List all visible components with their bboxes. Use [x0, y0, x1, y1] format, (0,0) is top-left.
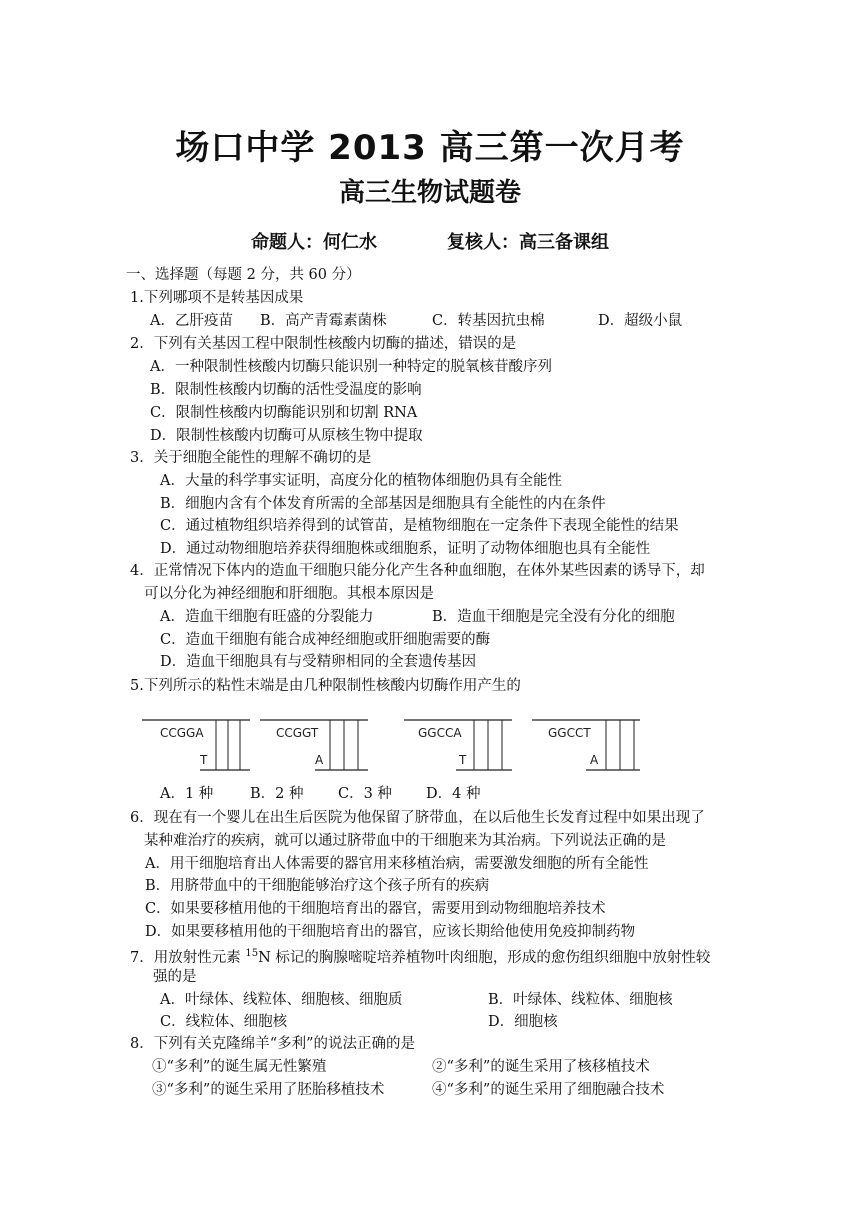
section-heading: 一、选择题（每题 2 分，共 60 分）	[126, 267, 361, 283]
q7-option-a: A．叶绿体、线粒体、细胞核、细胞质	[160, 992, 403, 1008]
exam-title: 场口中学 2013 高三第一次月考	[175, 128, 685, 168]
q3-stem: 3．关于细胞全能性的理解不确切的是	[130, 450, 372, 466]
author-right: 复核人：高三备课组	[447, 232, 609, 253]
q6-option-c: C．如果要移植用他的干细胞培育出的器官，需要用到动物细胞培养技术	[145, 901, 606, 917]
q1-option-a: A．乙肝疫苗	[150, 313, 233, 329]
q6-stem-line2: 某种难治疗的疾病，就可以通过脐带血中的干细胞来为其治病。下列说法正确的是	[144, 833, 666, 849]
q5-option-d: D．4 种	[426, 786, 481, 802]
q8-item-4: ④“多利”的诞生采用了细胞融合技术	[432, 1082, 665, 1098]
fragment-3-bottom-seq: T	[459, 753, 467, 767]
q1-option-b: B．高产青霉素菌株	[260, 313, 387, 329]
sticky-end-fragment-3	[404, 718, 514, 774]
q5-option-a: A．1 种	[160, 786, 214, 802]
authors-line	[0, 228, 860, 254]
q4-stem-line1: 4．正常情况下体内的造血干细胞只能分化产生各种血细胞，在体外某些因素的诱导下，却	[130, 563, 705, 579]
exam-subtitle: 高三生物试题卷	[338, 178, 521, 208]
q7-isotope-mass: 15	[245, 948, 259, 959]
fragment-1-top-seq: CCGGA	[160, 726, 204, 740]
q3-option-b: B．细胞内含有个体发育所需的全部基因是细胞具有全能性的内在条件	[160, 496, 606, 512]
q2-option-d: D．限制性核酸内切酶可从原核生物中提取	[150, 428, 423, 444]
q3-option-c: C．通过植物组织培养得到的试管苗，是植物细胞在一定条件下表现全能性的结果	[160, 518, 679, 534]
q7-stem-pre: 7．用放射性元素	[130, 949, 246, 966]
q7-stem-post: N 标记的胸腺嘧啶培养植物叶肉细胞，形成的愈伤组织细胞中放射性较	[258, 949, 711, 966]
fragment-3-top-seq: GGCCA	[418, 726, 462, 740]
fragment-2-bottom-seq: A	[315, 753, 324, 767]
q3-option-d: D．通过动物细胞培养获得细胞株或细胞系，证明了动物体细胞也具有全能性	[160, 541, 651, 557]
q6-option-d: D．如果要移植用他的干细胞培育出的器官，应该长期给他使用免疫抑制药物	[145, 924, 636, 940]
q1-option-d: D．超级小鼠	[598, 313, 683, 329]
q4-option-a: A．造血干细胞有旺盛的分裂能力	[160, 609, 374, 625]
fragment-1-bottom-seq: T	[200, 753, 208, 767]
q5-stem: 5.下列所示的粘性末端是由几种限制性核酸内切酶作用产生的	[130, 678, 521, 694]
q6-option-a: A．用干细胞培育出人体需要的器官用来移植治病，需要激发细胞的所有全能性	[145, 856, 649, 872]
q1-stem: 1.下列哪项不是转基因成果	[130, 290, 304, 306]
q4-option-d: D．造血干细胞具有与受精卵相同的全套遗传基因	[160, 654, 477, 670]
q1-option-c: C．转基因抗虫棉	[432, 313, 545, 329]
q7-stem-line1	[130, 944, 710, 968]
q3-option-a: A．大量的科学事实证明，高度分化的植物体细胞仍具有全能性	[160, 473, 562, 489]
q8-stem: 8．下列有关克隆绵羊“多利”的说法正确的是	[130, 1036, 416, 1052]
q7-stem-line2: 强的是	[153, 969, 197, 985]
fragment-4-bottom-seq: A	[590, 753, 599, 767]
q8-item-3: ③“多利”的诞生采用了胚胎移植技术	[152, 1082, 385, 1098]
q5-option-c: C．3 种	[338, 786, 392, 802]
q2-option-b: B．限制性核酸内切酶的活性受温度的影响	[150, 382, 422, 398]
q2-stem: 2．下列有关基因工程中限制性核酸内切酶的描述，错误的是	[130, 336, 517, 352]
q2-option-c: C．限制性核酸内切酶能识别和切割 RNA	[150, 405, 418, 421]
q7-option-d: D．细胞核	[488, 1014, 558, 1030]
q2-option-a: A．一种限制性核酸内切酶只能识别一种特定的脱氧核苷酸序列	[150, 359, 552, 375]
q4-stem-line2: 可以分化为神经细胞和肝细胞。其根本原因是	[144, 586, 434, 602]
q8-item-1: ①“多利”的诞生属无性繁殖	[152, 1059, 327, 1075]
q7-option-c: C．线粒体、细胞核	[160, 1014, 288, 1030]
fragment-4-top-seq: GGCCT	[548, 726, 591, 740]
q6-option-b: B．用脐带血中的干细胞能够治疗这个孩子所有的疾病	[145, 878, 490, 894]
q4-option-c: C．造血干细胞有能合成神经细胞或肝细胞需要的酶	[160, 632, 491, 648]
q8-item-2: ②“多利”的诞生采用了核移植技术	[432, 1059, 650, 1075]
fragment-2-top-seq: CCGGT	[276, 726, 319, 740]
sticky-end-fragment-4	[532, 718, 642, 774]
q5-option-b: B．2 种	[250, 786, 304, 802]
q6-stem-line1: 6．现在有一个婴儿在出生后医院为他保留了脐带血，在以后他生长发育过程中如果出现了	[130, 810, 705, 826]
author-left: 命题人：何仁水	[251, 232, 377, 253]
q7-option-b: B．叶绿体、线粒体、细胞核	[488, 992, 673, 1008]
sticky-end-fragment-1	[142, 718, 252, 774]
sticky-end-fragment-2	[260, 718, 370, 774]
q4-option-b: B．造血干细胞是完全没有分化的细胞	[432, 609, 675, 625]
